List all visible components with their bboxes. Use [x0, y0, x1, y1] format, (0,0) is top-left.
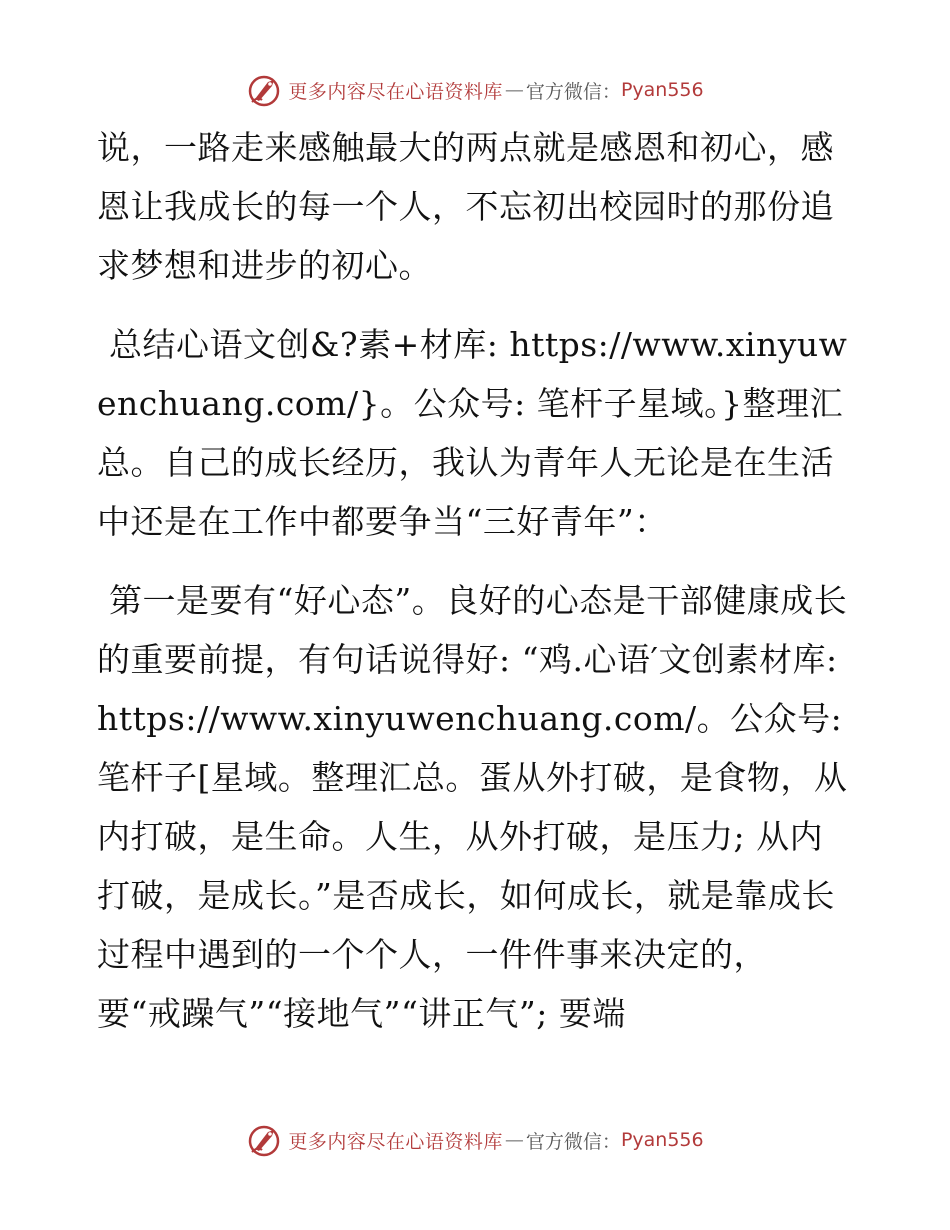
- watermark-label: 官方微信：: [525, 1130, 621, 1153]
- paragraph-1: 说，一路走来感触最大的两点就是感恩和初心，感恩让我成长的每一个人，不忘初出校园时的那份追求梦想和进步的初心。: [97, 128, 834, 285]
- watermark-wechat-id: Pyan556: [620, 79, 704, 101]
- pen-nib-logo-icon: [246, 1122, 282, 1158]
- pen-nib-logo-icon: [246, 72, 282, 108]
- watermark-site-text: 更多内容尽在心语资料库: [288, 80, 503, 103]
- document-body: [97, 118, 849, 1043]
- paragraph-2: 总结心语文创&?素+材库: https://www.xinyuwenchuang.com/}。公众号: 笔杆子星域。}整理汇总。自己的成长经历，我认为青年人无论是在生活中还是在工作中都要争当“三好青年”：: [97, 325, 848, 541]
- watermark-separator: —: [504, 1129, 524, 1151]
- watermark-separator: —: [504, 79, 524, 101]
- watermark-label: 官方微信：: [525, 80, 621, 103]
- watermark-site-text: 更多内容尽在心语资料库: [288, 1130, 503, 1153]
- watermark-wechat-id: Pyan556: [620, 1129, 704, 1151]
- footer-watermark: [0, 1120, 950, 1160]
- header-watermark: [0, 70, 950, 110]
- paragraph-3: 第一是要有“好心态”。良好的心态是干部健康成长的重要前提，有句话说得好: “鸡.心语′文创素材库: https://www.xinyuwenchuang.com/。公众号: 笔杆子[星域。整理汇总。蛋从外打破，是食物，从内打破，是生命。人生，从外打破，是压力; 从内打破，是成长。”是否成长，如何成长，就是靠成长过程中遇到的一个个人，一件件事来决定的，要“戒躁气”“接地气”“讲正气”; 要端: [97, 581, 848, 1033]
